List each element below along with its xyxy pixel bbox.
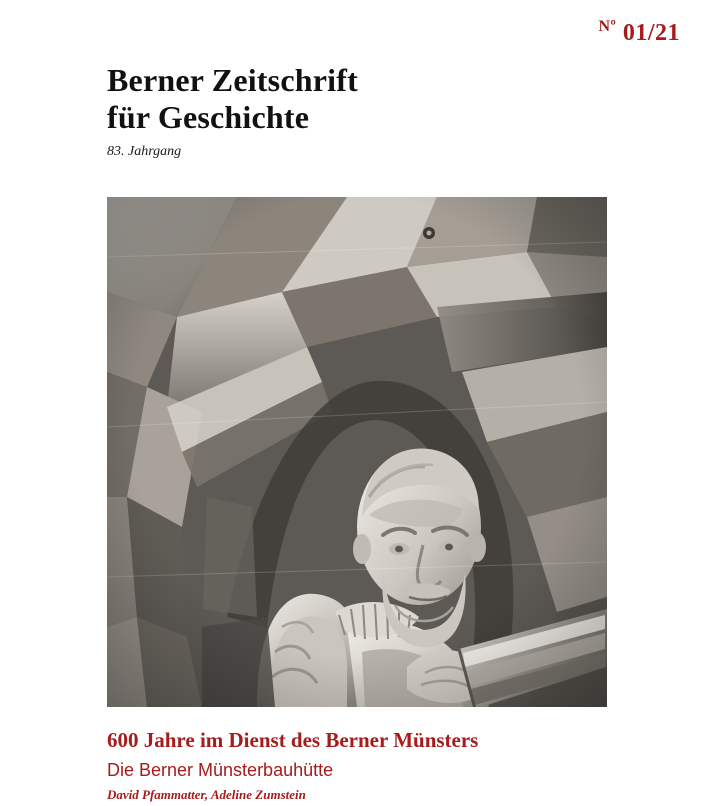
cover-photo-artwork [107, 197, 607, 707]
feature-subtitle: Die Berner Münsterbauhütte [107, 760, 334, 780]
journal-title-line-1: Berner Zeitschrift [107, 62, 358, 98]
journal-title-line-2: für Geschichte [107, 99, 310, 135]
cover-photograph [107, 197, 607, 707]
feature-authors: David Pfammatter, Adeline Zumstein [107, 787, 306, 802]
issue-number-symbol: Nº [598, 18, 617, 35]
issue-number-value: 01/21 [622, 20, 680, 46]
journal-volume: 83. Jahrgang [107, 144, 182, 159]
feature-title: 600 Jahre im Dienst des Berner Münsters [107, 728, 479, 752]
masthead [107, 62, 607, 160]
feature-block [107, 727, 667, 803]
issue-number [598, 18, 680, 47]
